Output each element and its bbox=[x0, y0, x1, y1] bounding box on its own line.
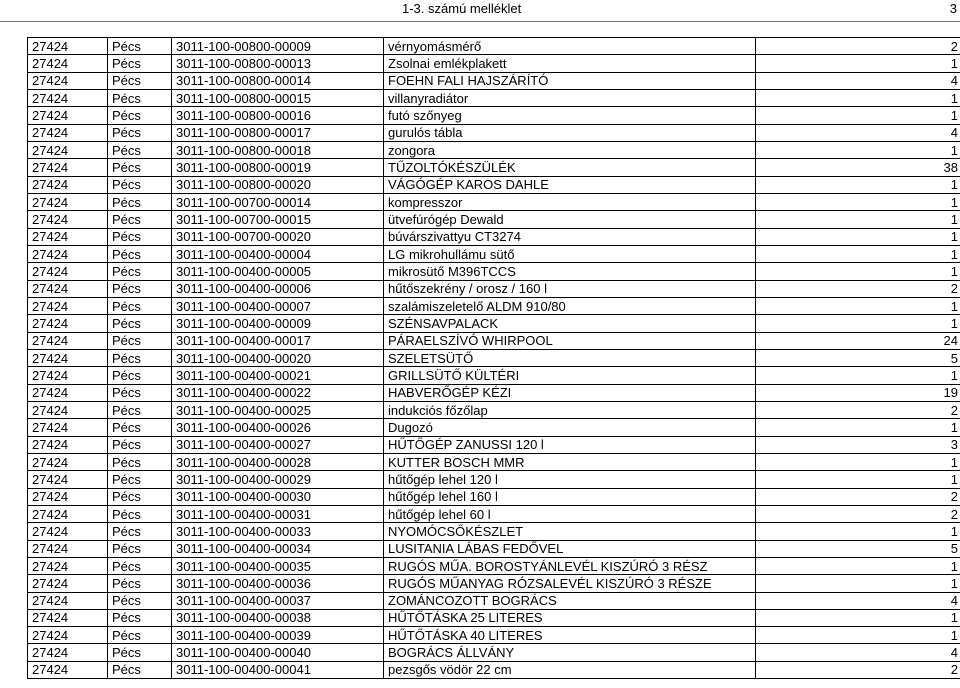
quantity-cell: 4 bbox=[756, 644, 960, 661]
inventory-number-cell: 3011-100-00700-00014 bbox=[172, 193, 384, 210]
table-row bbox=[28, 436, 960, 453]
org-code-cell: 27424 bbox=[28, 661, 108, 678]
item-name-cell: gurulós tábla bbox=[384, 124, 756, 141]
org-code-cell: 27424 bbox=[28, 211, 108, 228]
table-row bbox=[28, 349, 960, 366]
org-code-cell: 27424 bbox=[28, 245, 108, 262]
org-code-cell: 27424 bbox=[28, 193, 108, 210]
inventory-number-cell: 3011-100-00400-00036 bbox=[172, 575, 384, 592]
table-row bbox=[28, 193, 960, 210]
inventory-number-cell: 3011-100-00800-00016 bbox=[172, 107, 384, 124]
quantity-cell: 4 bbox=[756, 124, 960, 141]
quantity-cell: 4 bbox=[756, 72, 960, 89]
item-name-cell: NYOMÓCSŐKÉSZLET bbox=[384, 523, 756, 540]
item-name-cell: VÁGÓGÉP KAROS DAHLE bbox=[384, 176, 756, 193]
city-cell: Pécs bbox=[108, 124, 172, 141]
item-name-cell: hűtőgép lehel 60 l bbox=[384, 505, 756, 522]
item-name-cell: kompresszor bbox=[384, 193, 756, 210]
inventory-number-cell: 3011-100-00400-00009 bbox=[172, 315, 384, 332]
city-cell: Pécs bbox=[108, 176, 172, 193]
org-code-cell: 27424 bbox=[28, 38, 108, 55]
item-name-cell: RUGÓS MŰA. BOROSTYÁNLEVÉL KISZÚRÓ 3 RÉSZ bbox=[384, 557, 756, 574]
org-code-cell: 27424 bbox=[28, 228, 108, 245]
table-row bbox=[28, 471, 960, 488]
item-name-cell: PÁRAELSZÍVÓ WHIRPOOL bbox=[384, 332, 756, 349]
quantity-cell: 1 bbox=[756, 575, 960, 592]
table-row bbox=[28, 263, 960, 280]
item-name-cell: Dugozó bbox=[384, 419, 756, 436]
org-code-cell: 27424 bbox=[28, 280, 108, 297]
city-cell: Pécs bbox=[108, 228, 172, 245]
header-divider bbox=[0, 21, 960, 22]
item-name-cell: Zsolnai emlékplakett bbox=[384, 55, 756, 72]
item-name-cell: LUSITANIA LÁBAS FEDŐVEL bbox=[384, 540, 756, 557]
city-cell: Pécs bbox=[108, 592, 172, 609]
city-cell: Pécs bbox=[108, 297, 172, 314]
item-name-cell: LG mikrohullámu sütő bbox=[384, 245, 756, 262]
city-cell: Pécs bbox=[108, 471, 172, 488]
quantity-cell: 2 bbox=[756, 280, 960, 297]
inventory-number-cell: 3011-100-00400-00027 bbox=[172, 436, 384, 453]
inventory-number-cell: 3011-100-00400-00034 bbox=[172, 540, 384, 557]
inventory-number-cell: 3011-100-00400-00028 bbox=[172, 453, 384, 470]
org-code-cell: 27424 bbox=[28, 315, 108, 332]
item-name-cell: SZELETSÜTŐ bbox=[384, 349, 756, 366]
quantity-cell: 1 bbox=[756, 523, 960, 540]
quantity-cell: 1 bbox=[756, 453, 960, 470]
table-row bbox=[28, 367, 960, 384]
city-cell: Pécs bbox=[108, 107, 172, 124]
item-name-cell: villanyradiátor bbox=[384, 89, 756, 106]
org-code-cell: 27424 bbox=[28, 141, 108, 158]
city-cell: Pécs bbox=[108, 609, 172, 626]
item-name-cell: zongora bbox=[384, 141, 756, 158]
page-header bbox=[0, 0, 960, 20]
inventory-number-cell: 3011-100-00400-00029 bbox=[172, 471, 384, 488]
table-row bbox=[28, 609, 960, 626]
city-cell: Pécs bbox=[108, 661, 172, 678]
inventory-number-cell: 3011-100-00700-00020 bbox=[172, 228, 384, 245]
org-code-cell: 27424 bbox=[28, 523, 108, 540]
inventory-number-cell: 3011-100-00400-00033 bbox=[172, 523, 384, 540]
item-name-cell: ZOMÁNCOZOTT BOGRÁCS bbox=[384, 592, 756, 609]
item-name-cell: ütvefúrógép Dewald bbox=[384, 211, 756, 228]
inventory-number-cell: 3011-100-00400-00007 bbox=[172, 297, 384, 314]
quantity-cell: 1 bbox=[756, 627, 960, 644]
inventory-number-cell: 3011-100-00400-00031 bbox=[172, 505, 384, 522]
table-row bbox=[28, 575, 960, 592]
inventory-number-cell: 3011-100-00400-00005 bbox=[172, 263, 384, 280]
item-name-cell: búvárszivattyu CT3274 bbox=[384, 228, 756, 245]
inventory-number-cell: 3011-100-00800-00009 bbox=[172, 38, 384, 55]
quantity-cell: 1 bbox=[756, 315, 960, 332]
item-name-cell: SZÉNSAVPALACK bbox=[384, 315, 756, 332]
inventory-number-cell: 3011-100-00700-00015 bbox=[172, 211, 384, 228]
item-name-cell: GRILLSÜTŐ KÜLTÉRI bbox=[384, 367, 756, 384]
quantity-cell: 5 bbox=[756, 349, 960, 366]
item-name-cell: vérnyomásmérő bbox=[384, 38, 756, 55]
quantity-cell: 2 bbox=[756, 401, 960, 418]
item-name-cell: RUGÓS MŰANYAG RÓZSALEVÉL KISZÚRÓ 3 RÉSZE bbox=[384, 575, 756, 592]
quantity-cell: 2 bbox=[756, 488, 960, 505]
quantity-cell: 2 bbox=[756, 505, 960, 522]
city-cell: Pécs bbox=[108, 211, 172, 228]
table-row bbox=[28, 332, 960, 349]
city-cell: Pécs bbox=[108, 332, 172, 349]
table-row bbox=[28, 280, 960, 297]
item-name-cell: pezsgős vödör 22 cm bbox=[384, 661, 756, 678]
item-name-cell: KUTTER BOSCH MMR bbox=[384, 453, 756, 470]
inventory-table-body bbox=[28, 38, 960, 679]
city-cell: Pécs bbox=[108, 540, 172, 557]
quantity-cell: 1 bbox=[756, 297, 960, 314]
item-name-cell: szalámiszeletelő ALDM 910/80 bbox=[384, 297, 756, 314]
quantity-cell: 2 bbox=[756, 38, 960, 55]
inventory-table bbox=[27, 37, 960, 679]
quantity-cell: 1 bbox=[756, 211, 960, 228]
table-row bbox=[28, 453, 960, 470]
table-row bbox=[28, 592, 960, 609]
table-row bbox=[28, 55, 960, 72]
city-cell: Pécs bbox=[108, 384, 172, 401]
table-row bbox=[28, 557, 960, 574]
item-name-cell: HŰTŐTÁSKA 25 LITERES bbox=[384, 609, 756, 626]
city-cell: Pécs bbox=[108, 159, 172, 176]
quantity-cell: 1 bbox=[756, 141, 960, 158]
inventory-number-cell: 3011-100-00400-00021 bbox=[172, 367, 384, 384]
table-row bbox=[28, 384, 960, 401]
table-row bbox=[28, 176, 960, 193]
item-name-cell: BOGRÁCS ÁLLVÁNY bbox=[384, 644, 756, 661]
org-code-cell: 27424 bbox=[28, 436, 108, 453]
page-number: 3 bbox=[949, 1, 957, 16]
city-cell: Pécs bbox=[108, 367, 172, 384]
org-code-cell: 27424 bbox=[28, 72, 108, 89]
table-row bbox=[28, 315, 960, 332]
inventory-number-cell: 3011-100-00400-00039 bbox=[172, 627, 384, 644]
city-cell: Pécs bbox=[108, 401, 172, 418]
city-cell: Pécs bbox=[108, 245, 172, 262]
quantity-cell: 1 bbox=[756, 193, 960, 210]
quantity-cell: 2 bbox=[756, 661, 960, 678]
city-cell: Pécs bbox=[108, 280, 172, 297]
inventory-number-cell: 3011-100-00800-00018 bbox=[172, 141, 384, 158]
table-row bbox=[28, 124, 960, 141]
org-code-cell: 27424 bbox=[28, 419, 108, 436]
inventory-number-cell: 3011-100-00400-00040 bbox=[172, 644, 384, 661]
city-cell: Pécs bbox=[108, 505, 172, 522]
table-row bbox=[28, 245, 960, 262]
org-code-cell: 27424 bbox=[28, 592, 108, 609]
quantity-cell: 1 bbox=[756, 107, 960, 124]
org-code-cell: 27424 bbox=[28, 55, 108, 72]
table-row bbox=[28, 523, 960, 540]
org-code-cell: 27424 bbox=[28, 609, 108, 626]
table-row bbox=[28, 141, 960, 158]
inventory-number-cell: 3011-100-00800-00015 bbox=[172, 89, 384, 106]
inventory-number-cell: 3011-100-00400-00004 bbox=[172, 245, 384, 262]
table-row bbox=[28, 38, 960, 55]
quantity-cell: 1 bbox=[756, 471, 960, 488]
quantity-cell: 38 bbox=[756, 159, 960, 176]
org-code-cell: 27424 bbox=[28, 297, 108, 314]
org-code-cell: 27424 bbox=[28, 401, 108, 418]
table-row bbox=[28, 107, 960, 124]
quantity-cell: 3 bbox=[756, 436, 960, 453]
org-code-cell: 27424 bbox=[28, 453, 108, 470]
city-cell: Pécs bbox=[108, 141, 172, 158]
city-cell: Pécs bbox=[108, 55, 172, 72]
quantity-cell: 1 bbox=[756, 419, 960, 436]
org-code-cell: 27424 bbox=[28, 557, 108, 574]
item-name-cell: FOEHN FALI HAJSZÁRÍTÓ bbox=[384, 72, 756, 89]
table-row bbox=[28, 211, 960, 228]
org-code-cell: 27424 bbox=[28, 332, 108, 349]
org-code-cell: 27424 bbox=[28, 644, 108, 661]
quantity-cell: 1 bbox=[756, 557, 960, 574]
org-code-cell: 27424 bbox=[28, 263, 108, 280]
item-name-cell: HŰTŐTÁSKA 40 LITERES bbox=[384, 627, 756, 644]
org-code-cell: 27424 bbox=[28, 349, 108, 366]
org-code-cell: 27424 bbox=[28, 488, 108, 505]
inventory-number-cell: 3011-100-00800-00017 bbox=[172, 124, 384, 141]
header-title: 1-3. számú melléklet bbox=[402, 1, 522, 16]
quantity-cell: 1 bbox=[756, 55, 960, 72]
org-code-cell: 27424 bbox=[28, 176, 108, 193]
table-row bbox=[28, 228, 960, 245]
city-cell: Pécs bbox=[108, 72, 172, 89]
inventory-number-cell: 3011-100-00800-00014 bbox=[172, 72, 384, 89]
quantity-cell: 1 bbox=[756, 228, 960, 245]
item-name-cell: futó szőnyeg bbox=[384, 107, 756, 124]
city-cell: Pécs bbox=[108, 349, 172, 366]
city-cell: Pécs bbox=[108, 436, 172, 453]
inventory-number-cell: 3011-100-00400-00037 bbox=[172, 592, 384, 609]
quantity-cell: 1 bbox=[756, 89, 960, 106]
quantity-cell: 4 bbox=[756, 592, 960, 609]
city-cell: Pécs bbox=[108, 89, 172, 106]
item-name-cell: hűtőszekrény / orosz / 160 l bbox=[384, 280, 756, 297]
inventory-number-cell: 3011-100-00800-00019 bbox=[172, 159, 384, 176]
org-code-cell: 27424 bbox=[28, 367, 108, 384]
inventory-number-cell: 3011-100-00400-00030 bbox=[172, 488, 384, 505]
item-name-cell: hűtőgép lehel 120 l bbox=[384, 471, 756, 488]
table-row bbox=[28, 89, 960, 106]
quantity-cell: 19 bbox=[756, 384, 960, 401]
city-cell: Pécs bbox=[108, 453, 172, 470]
quantity-cell: 24 bbox=[756, 332, 960, 349]
inventory-number-cell: 3011-100-00400-00006 bbox=[172, 280, 384, 297]
quantity-cell: 1 bbox=[756, 367, 960, 384]
quantity-cell: 5 bbox=[756, 540, 960, 557]
org-code-cell: 27424 bbox=[28, 384, 108, 401]
inventory-number-cell: 3011-100-00400-00035 bbox=[172, 557, 384, 574]
table-row bbox=[28, 644, 960, 661]
table-row bbox=[28, 72, 960, 89]
org-code-cell: 27424 bbox=[28, 627, 108, 644]
inventory-number-cell: 3011-100-00400-00020 bbox=[172, 349, 384, 366]
org-code-cell: 27424 bbox=[28, 505, 108, 522]
org-code-cell: 27424 bbox=[28, 471, 108, 488]
org-code-cell: 27424 bbox=[28, 89, 108, 106]
inventory-number-cell: 3011-100-00800-00020 bbox=[172, 176, 384, 193]
inventory-number-cell: 3011-100-00400-00038 bbox=[172, 609, 384, 626]
inventory-number-cell: 3011-100-00400-00017 bbox=[172, 332, 384, 349]
table-row bbox=[28, 419, 960, 436]
item-name-cell: HŰTŐGÉP ZANUSSI 120 l bbox=[384, 436, 756, 453]
item-name-cell: TŰZOLTÓKÉSZÜLÉK bbox=[384, 159, 756, 176]
city-cell: Pécs bbox=[108, 38, 172, 55]
city-cell: Pécs bbox=[108, 523, 172, 540]
city-cell: Pécs bbox=[108, 315, 172, 332]
table-row bbox=[28, 627, 960, 644]
inventory-number-cell: 3011-100-00400-00041 bbox=[172, 661, 384, 678]
city-cell: Pécs bbox=[108, 488, 172, 505]
city-cell: Pécs bbox=[108, 263, 172, 280]
table-row bbox=[28, 401, 960, 418]
city-cell: Pécs bbox=[108, 575, 172, 592]
table-row bbox=[28, 661, 960, 678]
item-name-cell: mikrosütő M396TCCS bbox=[384, 263, 756, 280]
table-row bbox=[28, 297, 960, 314]
inventory-number-cell: 3011-100-00400-00026 bbox=[172, 419, 384, 436]
org-code-cell: 27424 bbox=[28, 159, 108, 176]
item-name-cell: indukciós főzőlap bbox=[384, 401, 756, 418]
quantity-cell: 1 bbox=[756, 609, 960, 626]
city-cell: Pécs bbox=[108, 419, 172, 436]
item-name-cell: hűtőgép lehel 160 l bbox=[384, 488, 756, 505]
city-cell: Pécs bbox=[108, 193, 172, 210]
inventory-number-cell: 3011-100-00400-00025 bbox=[172, 401, 384, 418]
city-cell: Pécs bbox=[108, 557, 172, 574]
city-cell: Pécs bbox=[108, 644, 172, 661]
inventory-number-cell: 3011-100-00400-00022 bbox=[172, 384, 384, 401]
org-code-cell: 27424 bbox=[28, 124, 108, 141]
table-row bbox=[28, 505, 960, 522]
table-row bbox=[28, 159, 960, 176]
item-name-cell: HABVERŐGÉP KÉZI bbox=[384, 384, 756, 401]
org-code-cell: 27424 bbox=[28, 540, 108, 557]
table-row bbox=[28, 488, 960, 505]
city-cell: Pécs bbox=[108, 627, 172, 644]
table-row bbox=[28, 540, 960, 557]
quantity-cell: 1 bbox=[756, 176, 960, 193]
quantity-cell: 1 bbox=[756, 245, 960, 262]
org-code-cell: 27424 bbox=[28, 575, 108, 592]
org-code-cell: 27424 bbox=[28, 107, 108, 124]
inventory-number-cell: 3011-100-00800-00013 bbox=[172, 55, 384, 72]
quantity-cell: 1 bbox=[756, 263, 960, 280]
